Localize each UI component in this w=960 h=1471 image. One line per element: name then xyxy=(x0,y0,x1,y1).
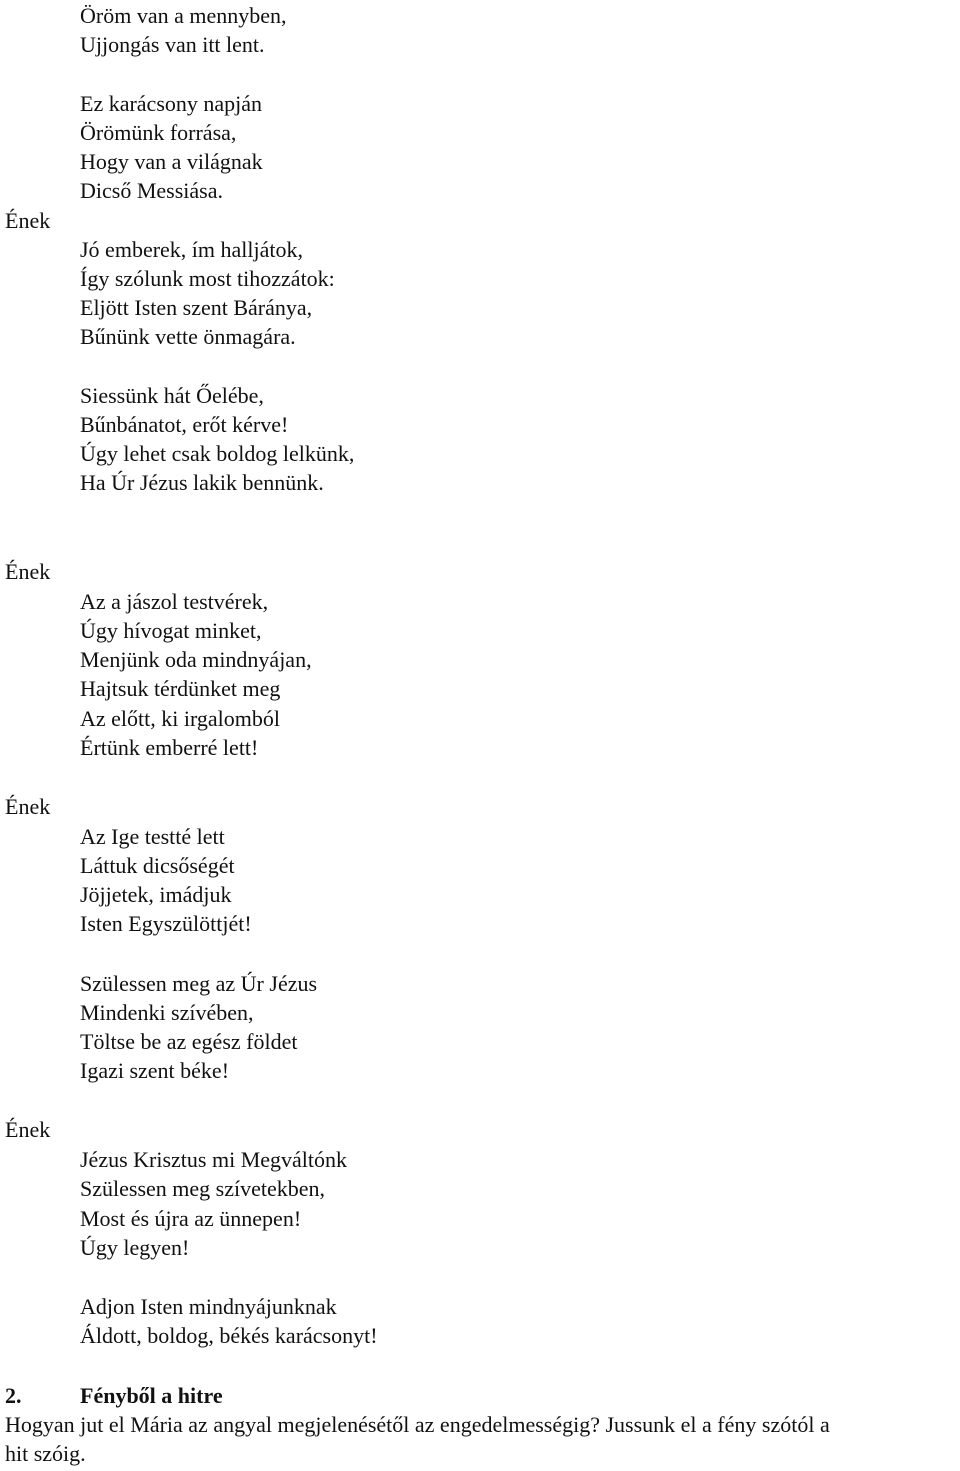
enek-label: Ének xyxy=(5,794,51,819)
verse-line: Jöjjetek, imádjuk xyxy=(80,882,232,907)
verse-line: Eljött Isten szent Báránya, xyxy=(80,295,313,320)
section-paragraph-line: Hogyan jut el Mária az angyal megjelenésétől az engedelmességig? Jussunk el a fény szótól a xyxy=(5,1412,830,1437)
verse-line: Öröm van a mennyben, xyxy=(80,3,287,28)
verse-line: Ujjongás van itt lent. xyxy=(80,32,265,57)
verse-line: Mindenki szívében, xyxy=(80,1000,254,1025)
verse-line: Az előtt, ki irgalomból xyxy=(80,706,281,731)
verse-line: Láttuk dicsőségét xyxy=(80,853,235,878)
verse-line: Isten Egyszülöttjét! xyxy=(80,911,252,936)
verse-line: Értünk emberré lett! xyxy=(80,735,259,760)
verse-line: Hajtsuk térdünket meg xyxy=(80,676,281,701)
section-heading xyxy=(5,1381,223,1410)
verse-line: Az Ige testté lett xyxy=(80,824,225,849)
verse-line: Így szólunk most tihozzátok: xyxy=(80,266,335,291)
enek-label: Ének xyxy=(5,208,51,233)
verse-line: Áldott, boldog, békés karácsonyt! xyxy=(80,1323,378,1348)
verse-line: Most és újra az ünnepen! xyxy=(80,1206,302,1231)
verse-line: Adjon Isten mindnyájunknak xyxy=(80,1294,337,1319)
verse-line: Menjünk oda mindnyájan, xyxy=(80,647,312,672)
section-number: 2. xyxy=(5,1383,22,1408)
enek-label: Ének xyxy=(5,559,51,584)
section-title: Fényből a hitre xyxy=(80,1383,223,1408)
verse-line: Jó emberek, ím halljátok, xyxy=(80,237,303,262)
verse-line: Igazi szent béke! xyxy=(80,1058,230,1083)
verse-line: Hogy van a világnak xyxy=(80,149,263,174)
verse-line: Jézus Krisztus mi Megváltónk xyxy=(80,1147,348,1172)
enek-label: Ének xyxy=(5,1117,51,1142)
verse-line: Úgy hívogat minket, xyxy=(80,618,262,643)
verse-line: Ez karácsony napján xyxy=(80,91,263,116)
verse-line: Töltse be az egész földet xyxy=(80,1029,298,1054)
verse-line: Örömünk forrása, xyxy=(80,120,237,145)
verse-line: Szülessen meg szívetekben, xyxy=(80,1176,325,1201)
section-paragraph-line: hit szóig. xyxy=(5,1441,86,1466)
verse-line: Bűnünk vette önmagára. xyxy=(80,324,296,349)
verse-line: Ha Úr Jézus lakik bennünk. xyxy=(80,470,324,495)
verse-line: Úgy lehet csak boldog lelkünk, xyxy=(80,441,355,466)
verse-line: Siessünk hát Őelébe, xyxy=(80,383,264,408)
verse-line: Úgy legyen! xyxy=(80,1235,190,1260)
verse-line: Bűnbánatot, erőt kérve! xyxy=(80,412,289,437)
verse-line: Szülessen meg az Úr Jézus xyxy=(80,971,318,996)
verse-line: Dicső Messiása. xyxy=(80,178,223,203)
verse-line: Az a jászol testvérek, xyxy=(80,589,269,614)
